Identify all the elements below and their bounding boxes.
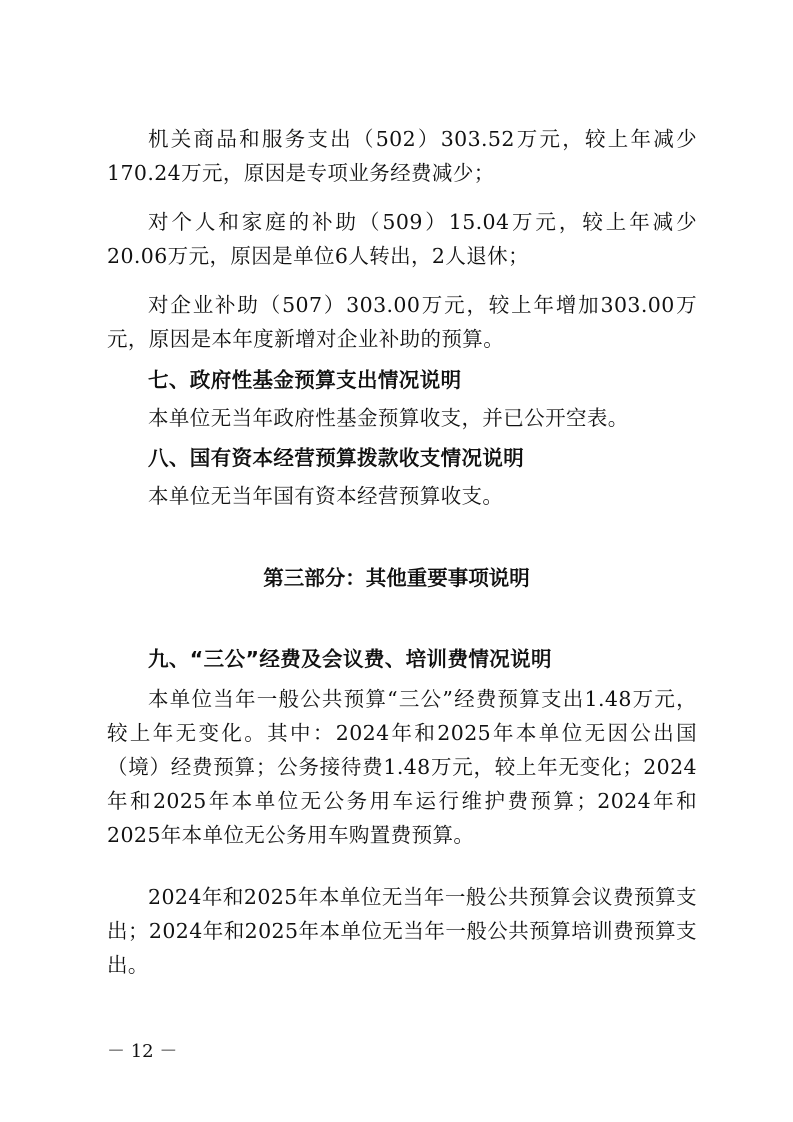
heading-state-capital-budget: 八、国有资本经营预算拨款收支情况说明 (148, 446, 525, 470)
heading-government-fund-budget: 七、政府性基金预算支出情况说明 (148, 368, 462, 392)
paragraph-enterprise-subsidy: 对企业补助（507）303.00万元，较上年增加303.00万元，原因是本年度新增对企业补助的预算。 (107, 293, 697, 351)
heading-three-public-expenses: 九、“三公”经费及会议费、培训费情况说明 (148, 647, 552, 671)
part-three-title: 第三部分：其他重要事项说明 (263, 566, 530, 590)
paragraph-state-capital-none: 本单位无当年国有资本经营预算收支。 (148, 484, 504, 508)
paragraph-three-public-expenses-detail: 本单位当年一般公共预算“三公”经费预算支出1.48万元，较上年无变化。其中：2024年和2025年本单位无因公出国（境）经费预算；公务接待费1.48万元，较上年无变化；2024年和2025年本单位无公务用车运行维护费预算；2024年和2025年本单位无公务用车购置费预算。 (107, 687, 697, 847)
paragraph-government-fund-none: 本单位无当年政府性基金预算收支，并已公开空表。 (148, 406, 629, 430)
page-number: － 12 － (107, 1041, 178, 1062)
paragraph-goods-services-expenditure: 机关商品和服务支出（502）303.52万元，较上年减少170.24万元，原因是专项业务经费减少； (107, 127, 697, 185)
paragraph-personal-family-subsidy: 对个人和家庭的补助（509）15.04万元，较上年减少20.06万元，原因是单位6人转出，2人退休； (107, 210, 697, 268)
paragraph-meeting-training-fees: 2024年和2025年本单位无当年一般公共预算会议费预算支出；2024年和2025年本单位无当年一般公共预算培训费预算支出。 (107, 885, 697, 977)
